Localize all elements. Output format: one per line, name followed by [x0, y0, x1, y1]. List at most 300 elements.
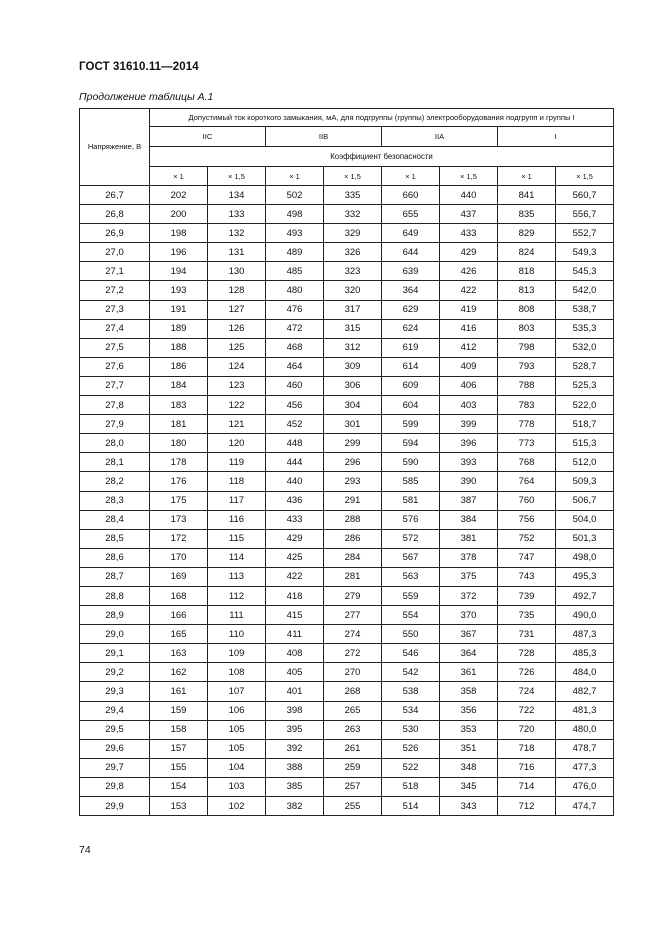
current-cell: 542 — [382, 663, 440, 682]
current-cell: 841 — [498, 186, 556, 205]
current-cell: 649 — [382, 224, 440, 243]
table-row — [80, 586, 614, 605]
table-row — [80, 663, 614, 682]
current-cell: 157 — [150, 739, 208, 758]
current-cell: 481,3 — [556, 701, 614, 720]
voltage-cell: 28,6 — [80, 548, 150, 567]
current-cell: 518 — [382, 777, 440, 796]
current-cell: 504,0 — [556, 510, 614, 529]
current-cell: 372 — [440, 586, 498, 605]
current-cell: 408 — [266, 644, 324, 663]
current-cell: 433 — [440, 224, 498, 243]
current-cell: 554 — [382, 606, 440, 625]
current-cell: 722 — [498, 701, 556, 720]
current-cell: 509,3 — [556, 472, 614, 491]
current-cell: 399 — [440, 415, 498, 434]
current-cell: 567 — [382, 548, 440, 567]
current-cell: 433 — [266, 510, 324, 529]
current-cell: 512,0 — [556, 453, 614, 472]
factor-header: × 1 — [498, 167, 556, 186]
current-cell: 644 — [382, 243, 440, 262]
current-cell: 131 — [208, 243, 266, 262]
group-iib-header: IIB — [266, 127, 382, 147]
factor-header: × 1 — [150, 167, 208, 186]
table-row — [80, 739, 614, 758]
current-cell: 550 — [382, 625, 440, 644]
current-cell: 515,3 — [556, 434, 614, 453]
current-cell: 277 — [324, 606, 382, 625]
current-cell: 484,0 — [556, 663, 614, 682]
current-cell: 498 — [266, 205, 324, 224]
current-cell: 474,7 — [556, 797, 614, 816]
page-number: 74 — [79, 844, 91, 856]
current-cell: 396 — [440, 434, 498, 453]
current-cell: 752 — [498, 529, 556, 548]
current-cell: 788 — [498, 376, 556, 395]
factor-header: × 1 — [382, 167, 440, 186]
current-cell: 104 — [208, 758, 266, 777]
current-cell: 472 — [266, 319, 324, 338]
current-cell: 107 — [208, 682, 266, 701]
voltage-cell: 27,2 — [80, 281, 150, 300]
current-cell: 530 — [382, 720, 440, 739]
table-row — [80, 510, 614, 529]
current-cell: 128 — [208, 281, 266, 300]
current-cell: 345 — [440, 777, 498, 796]
table-row — [80, 472, 614, 491]
current-cell: 506,7 — [556, 491, 614, 510]
current-cell: 487,3 — [556, 625, 614, 644]
current-cell: 293 — [324, 472, 382, 491]
current-cell: 118 — [208, 472, 266, 491]
current-cell: 476 — [266, 300, 324, 319]
current-cell: 490,0 — [556, 606, 614, 625]
current-cell: 655 — [382, 205, 440, 224]
current-cell: 440 — [440, 186, 498, 205]
current-cell: 358 — [440, 682, 498, 701]
table-row — [80, 644, 614, 663]
factor-header: × 1,5 — [440, 167, 498, 186]
current-cell: 356 — [440, 701, 498, 720]
table-row — [80, 777, 614, 796]
current-cell: 196 — [150, 243, 208, 262]
current-cell: 159 — [150, 701, 208, 720]
current-cell: 304 — [324, 396, 382, 415]
voltage-cell: 26,9 — [80, 224, 150, 243]
voltage-cell: 27,9 — [80, 415, 150, 434]
current-cell: 501,3 — [556, 529, 614, 548]
current-cell: 335 — [324, 186, 382, 205]
factor-header: × 1,5 — [556, 167, 614, 186]
table-row — [80, 338, 614, 357]
table-row — [80, 357, 614, 376]
current-cell: 808 — [498, 300, 556, 319]
voltage-cell: 28,2 — [80, 472, 150, 491]
current-cell: 364 — [382, 281, 440, 300]
current-cell: 401 — [266, 682, 324, 701]
current-cell: 390 — [440, 472, 498, 491]
current-cell: 572 — [382, 529, 440, 548]
current-cell: 532,0 — [556, 338, 614, 357]
current-cell: 378 — [440, 548, 498, 567]
table-row — [80, 186, 614, 205]
current-cell: 108 — [208, 663, 266, 682]
current-cell: 735 — [498, 606, 556, 625]
current-cell: 281 — [324, 567, 382, 586]
current-cell: 498,0 — [556, 548, 614, 567]
current-cell: 416 — [440, 319, 498, 338]
current-cell: 134 — [208, 186, 266, 205]
current-cell: 130 — [208, 262, 266, 281]
table-row — [80, 529, 614, 548]
current-cell: 133 — [208, 205, 266, 224]
current-cell: 437 — [440, 205, 498, 224]
current-cell: 726 — [498, 663, 556, 682]
current-cell: 123 — [208, 376, 266, 395]
current-cell: 528,7 — [556, 357, 614, 376]
current-cell: 560,7 — [556, 186, 614, 205]
current-cell: 263 — [324, 720, 382, 739]
current-cell: 180 — [150, 434, 208, 453]
current-cell: 835 — [498, 205, 556, 224]
current-cell: 154 — [150, 777, 208, 796]
current-cell: 585 — [382, 472, 440, 491]
current-cell: 184 — [150, 376, 208, 395]
current-cell: 106 — [208, 701, 266, 720]
current-cell: 739 — [498, 586, 556, 605]
group-header: Допустимый ток короткого замыкания, мА, для подгруппы (группы) электрооборудования подгрупп и группы I — [150, 109, 614, 127]
current-cell: 384 — [440, 510, 498, 529]
table-caption: Продолжение таблицы А.1 — [79, 91, 214, 103]
voltage-cell: 27,0 — [80, 243, 150, 262]
current-cell: 125 — [208, 338, 266, 357]
factor-header: × 1,5 — [324, 167, 382, 186]
current-cell: 716 — [498, 758, 556, 777]
current-cell: 155 — [150, 758, 208, 777]
current-cell: 538,7 — [556, 300, 614, 319]
table-row — [80, 682, 614, 701]
current-cell: 747 — [498, 548, 556, 567]
current-cell: 436 — [266, 491, 324, 510]
current-cell: 764 — [498, 472, 556, 491]
current-cell: 403 — [440, 396, 498, 415]
voltage-cell: 27,5 — [80, 338, 150, 357]
current-cell: 105 — [208, 739, 266, 758]
current-cell: 162 — [150, 663, 208, 682]
table-row — [80, 396, 614, 415]
current-cell: 829 — [498, 224, 556, 243]
current-cell: 312 — [324, 338, 382, 357]
current-cell: 132 — [208, 224, 266, 243]
current-cell: 452 — [266, 415, 324, 434]
current-cell: 425 — [266, 548, 324, 567]
current-cell: 191 — [150, 300, 208, 319]
current-cell: 291 — [324, 491, 382, 510]
voltage-cell: 29,6 — [80, 739, 150, 758]
current-cell: 257 — [324, 777, 382, 796]
current-cell: 398 — [266, 701, 324, 720]
current-cell: 535,3 — [556, 319, 614, 338]
current-cell: 270 — [324, 663, 382, 682]
voltage-cell: 29,1 — [80, 644, 150, 663]
current-cell: 381 — [440, 529, 498, 548]
current-cell: 743 — [498, 567, 556, 586]
current-cell: 317 — [324, 300, 382, 319]
voltage-cell: 27,1 — [80, 262, 150, 281]
current-cell: 198 — [150, 224, 208, 243]
current-cell: 485 — [266, 262, 324, 281]
current-cell: 429 — [266, 529, 324, 548]
current-cell: 170 — [150, 548, 208, 567]
current-cell: 514 — [382, 797, 440, 816]
current-cell: 113 — [208, 567, 266, 586]
current-cell: 114 — [208, 548, 266, 567]
current-cell: 495,3 — [556, 567, 614, 586]
voltage-cell: 28,4 — [80, 510, 150, 529]
table-row — [80, 262, 614, 281]
current-cell: 309 — [324, 357, 382, 376]
current-cell: 332 — [324, 205, 382, 224]
current-cell: 102 — [208, 797, 266, 816]
voltage-cell: 28,5 — [80, 529, 150, 548]
current-cell: 111 — [208, 606, 266, 625]
voltage-cell: 29,8 — [80, 777, 150, 796]
table-row — [80, 376, 614, 395]
current-cell: 323 — [324, 262, 382, 281]
current-cell: 563 — [382, 567, 440, 586]
table-row — [80, 758, 614, 777]
current-cell: 259 — [324, 758, 382, 777]
current-cell: 286 — [324, 529, 382, 548]
current-cell: 361 — [440, 663, 498, 682]
current-cell: 153 — [150, 797, 208, 816]
current-cell: 619 — [382, 338, 440, 357]
current-cell: 279 — [324, 586, 382, 605]
current-cell: 274 — [324, 625, 382, 644]
voltage-cell: 26,7 — [80, 186, 150, 205]
document-header: ГОСТ 31610.11—2014 — [79, 61, 199, 73]
current-cell: 526 — [382, 739, 440, 758]
current-cell: 480 — [266, 281, 324, 300]
current-cell: 485,3 — [556, 644, 614, 663]
table-body — [80, 186, 614, 816]
current-cell: 181 — [150, 415, 208, 434]
current-cell: 482,7 — [556, 682, 614, 701]
current-cell: 163 — [150, 644, 208, 663]
current-cell: 542,0 — [556, 281, 614, 300]
current-cell: 188 — [150, 338, 208, 357]
current-cell: 268 — [324, 682, 382, 701]
current-cell: 476,0 — [556, 777, 614, 796]
table-row — [80, 701, 614, 720]
current-cell: 609 — [382, 376, 440, 395]
current-cell: 534 — [382, 701, 440, 720]
table-row — [80, 548, 614, 567]
current-cell: 165 — [150, 625, 208, 644]
current-cell: 525,3 — [556, 376, 614, 395]
current-cell: 422 — [266, 567, 324, 586]
current-cell: 477,3 — [556, 758, 614, 777]
voltage-cell: 27,7 — [80, 376, 150, 395]
voltage-cell: 27,3 — [80, 300, 150, 319]
current-cell: 415 — [266, 606, 324, 625]
coefficient-header: Коэффициент безопасности — [150, 147, 614, 167]
table-row — [80, 205, 614, 224]
current-cell: 448 — [266, 434, 324, 453]
current-cell: 385 — [266, 777, 324, 796]
current-cell: 518,7 — [556, 415, 614, 434]
voltage-cell: 27,4 — [80, 319, 150, 338]
current-cell: 388 — [266, 758, 324, 777]
current-cell: 614 — [382, 357, 440, 376]
current-cell: 392 — [266, 739, 324, 758]
current-cell: 115 — [208, 529, 266, 548]
group-i-header: I — [498, 127, 614, 147]
voltage-cell: 29,4 — [80, 701, 150, 720]
current-cell: 411 — [266, 625, 324, 644]
voltage-cell: 28,7 — [80, 567, 150, 586]
current-cell: 166 — [150, 606, 208, 625]
current-cell: 265 — [324, 701, 382, 720]
current-cell: 660 — [382, 186, 440, 205]
current-cell: 175 — [150, 491, 208, 510]
table-row — [80, 453, 614, 472]
current-cell: 105 — [208, 720, 266, 739]
current-cell: 798 — [498, 338, 556, 357]
current-cell: 813 — [498, 281, 556, 300]
current-cell: 183 — [150, 396, 208, 415]
current-cell: 793 — [498, 357, 556, 376]
current-cell: 116 — [208, 510, 266, 529]
current-cell: 127 — [208, 300, 266, 319]
current-cell: 306 — [324, 376, 382, 395]
table-row — [80, 300, 614, 319]
current-cell: 464 — [266, 357, 324, 376]
current-cell: 193 — [150, 281, 208, 300]
current-cell: 419 — [440, 300, 498, 319]
table-row — [80, 797, 614, 816]
factor-header: × 1 — [266, 167, 324, 186]
current-cell: 126 — [208, 319, 266, 338]
current-cell: 172 — [150, 529, 208, 548]
group-iic-header: IIC — [150, 127, 266, 147]
current-cell: 176 — [150, 472, 208, 491]
current-cell: 412 — [440, 338, 498, 357]
current-cell: 178 — [150, 453, 208, 472]
current-cell: 202 — [150, 186, 208, 205]
current-cell: 296 — [324, 453, 382, 472]
current-cell: 478,7 — [556, 739, 614, 758]
table-row — [80, 415, 614, 434]
current-table — [79, 108, 614, 816]
current-cell: 522 — [382, 758, 440, 777]
current-cell: 599 — [382, 415, 440, 434]
current-cell: 370 — [440, 606, 498, 625]
current-cell: 590 — [382, 453, 440, 472]
current-cell: 456 — [266, 396, 324, 415]
current-cell: 720 — [498, 720, 556, 739]
current-cell: 538 — [382, 682, 440, 701]
current-cell: 460 — [266, 376, 324, 395]
current-cell: 315 — [324, 319, 382, 338]
current-cell: 288 — [324, 510, 382, 529]
current-cell: 756 — [498, 510, 556, 529]
current-cell: 119 — [208, 453, 266, 472]
current-cell: 604 — [382, 396, 440, 415]
voltage-cell: 28,3 — [80, 491, 150, 510]
current-cell: 158 — [150, 720, 208, 739]
current-cell: 629 — [382, 300, 440, 319]
current-cell: 272 — [324, 644, 382, 663]
current-cell: 639 — [382, 262, 440, 281]
current-cell: 718 — [498, 739, 556, 758]
current-cell: 418 — [266, 586, 324, 605]
current-cell: 168 — [150, 586, 208, 605]
current-cell: 343 — [440, 797, 498, 816]
current-cell: 594 — [382, 434, 440, 453]
current-cell: 468 — [266, 338, 324, 357]
current-cell: 712 — [498, 797, 556, 816]
table-row — [80, 625, 614, 644]
current-cell: 714 — [498, 777, 556, 796]
voltage-cell: 29,3 — [80, 682, 150, 701]
current-cell: 124 — [208, 357, 266, 376]
current-cell: 117 — [208, 491, 266, 510]
current-cell: 545,3 — [556, 262, 614, 281]
voltage-cell: 28,0 — [80, 434, 150, 453]
current-cell: 320 — [324, 281, 382, 300]
current-cell: 778 — [498, 415, 556, 434]
group-iia-header: IIA — [382, 127, 498, 147]
voltage-cell: 29,2 — [80, 663, 150, 682]
current-cell: 546 — [382, 644, 440, 663]
current-cell: 409 — [440, 357, 498, 376]
current-cell: 576 — [382, 510, 440, 529]
voltage-cell: 29,7 — [80, 758, 150, 777]
current-cell: 768 — [498, 453, 556, 472]
current-cell: 783 — [498, 396, 556, 415]
current-cell: 364 — [440, 644, 498, 663]
current-cell: 284 — [324, 548, 382, 567]
current-cell: 387 — [440, 491, 498, 510]
current-cell: 731 — [498, 625, 556, 644]
current-cell: 103 — [208, 777, 266, 796]
voltage-cell: 29,0 — [80, 625, 150, 644]
voltage-cell: 28,8 — [80, 586, 150, 605]
current-cell: 329 — [324, 224, 382, 243]
current-cell: 624 — [382, 319, 440, 338]
current-cell: 200 — [150, 205, 208, 224]
voltage-cell: 28,9 — [80, 606, 150, 625]
current-cell: 121 — [208, 415, 266, 434]
current-cell: 255 — [324, 797, 382, 816]
current-cell: 406 — [440, 376, 498, 395]
current-cell: 405 — [266, 663, 324, 682]
current-cell: 189 — [150, 319, 208, 338]
current-cell: 559 — [382, 586, 440, 605]
current-cell: 173 — [150, 510, 208, 529]
current-cell: 760 — [498, 491, 556, 510]
voltage-cell: 29,9 — [80, 797, 150, 816]
table-row — [80, 491, 614, 510]
voltage-cell: 27,8 — [80, 396, 150, 415]
current-cell: 375 — [440, 567, 498, 586]
current-cell: 581 — [382, 491, 440, 510]
current-cell: 186 — [150, 357, 208, 376]
voltage-cell: 27,6 — [80, 357, 150, 376]
current-cell: 367 — [440, 625, 498, 644]
voltage-cell: 28,1 — [80, 453, 150, 472]
